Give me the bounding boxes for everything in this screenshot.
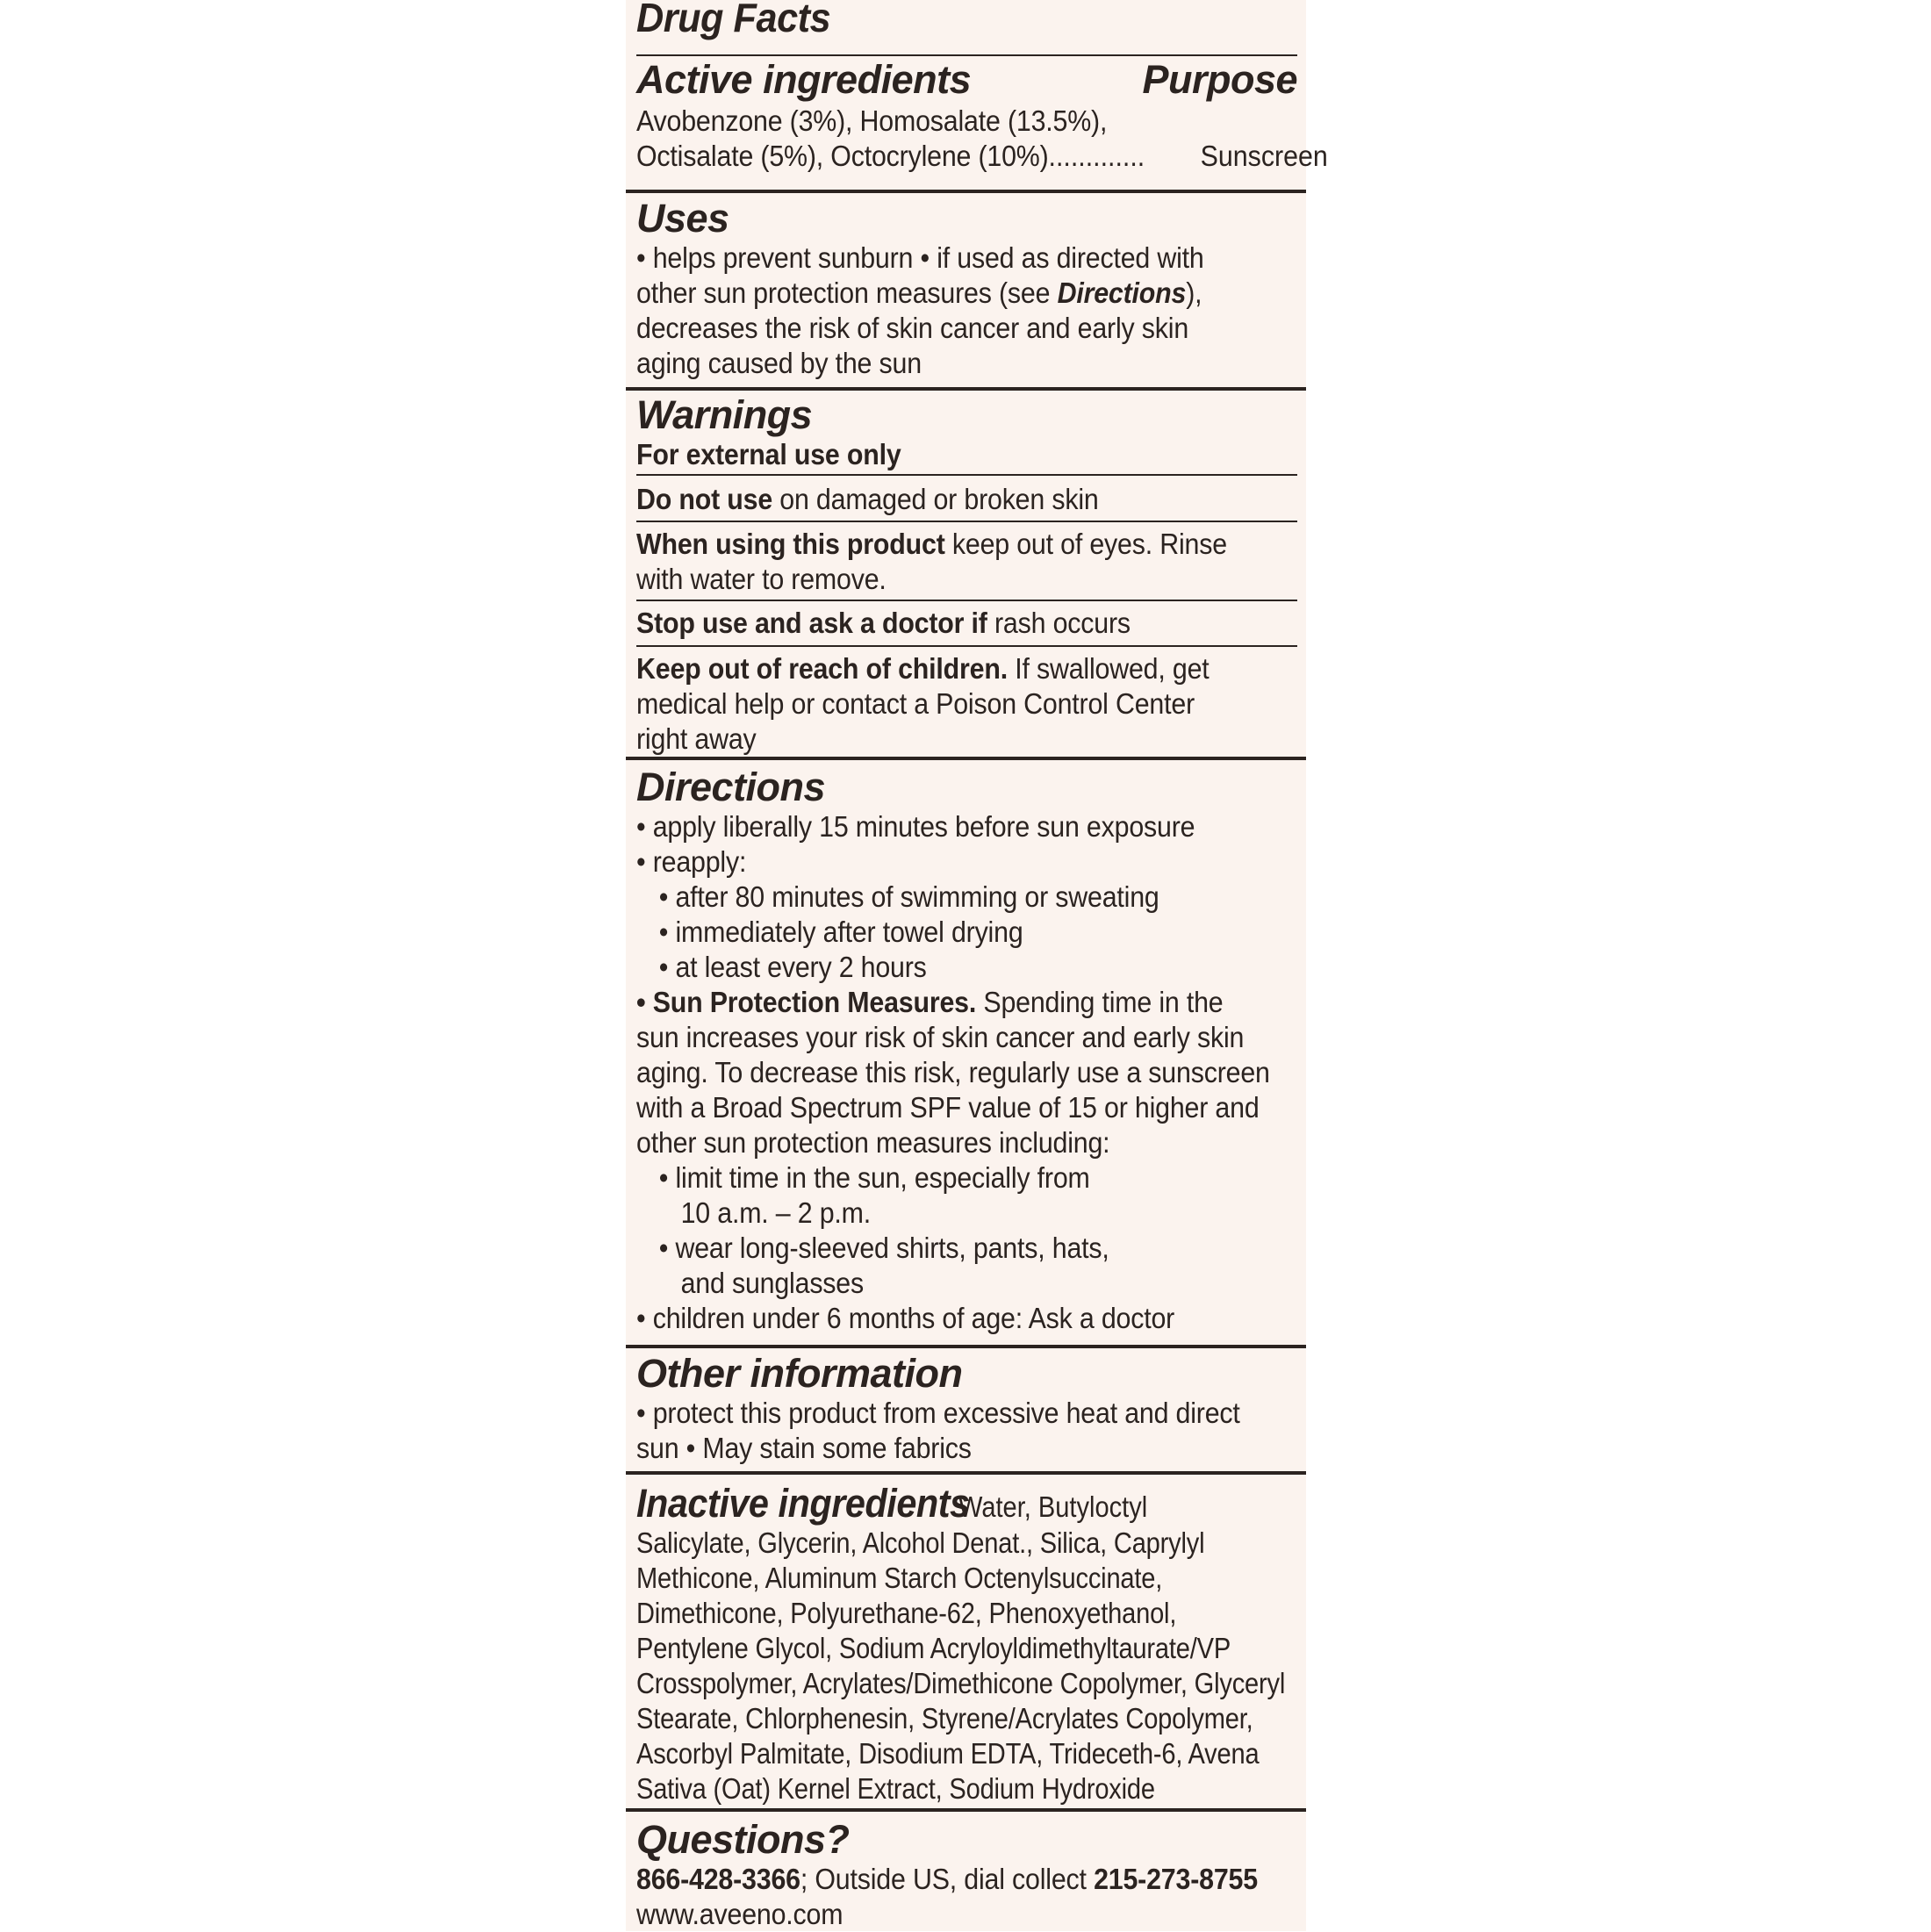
directions-subitem: • limit time in the sun, especially from <box>658 1161 1090 1194</box>
directions-subitem: • at least every 2 hours <box>658 951 927 983</box>
phone-number-collect: 215-273-8755 <box>1094 1863 1258 1895</box>
divider <box>636 474 1297 476</box>
warnings-section <box>636 393 1297 472</box>
other-information-section: Other information • protect this product from excessive heat and direct sun • May stain some fabrics <box>636 1352 1297 1466</box>
section-divider <box>626 1471 1306 1475</box>
website-url: www.aveeno.com <box>636 1898 843 1930</box>
sun-protection-measures: • Sun Protection Measures. Spending time in the <box>636 986 1224 1018</box>
phone-number: 866-428-3366 <box>636 1863 800 1895</box>
uses-line-2: other sun protection measures (see Directions), <box>636 277 1202 309</box>
keep-out-of-reach: Keep out of reach of children. If swallowed, get medical help or contact a Poison Control Center right away <box>636 652 1210 755</box>
active-ingredients-section <box>636 57 1328 174</box>
divider <box>636 54 1297 56</box>
section-divider <box>626 190 1306 193</box>
section-divider <box>626 387 1306 391</box>
directions-item: • apply liberally 15 minutes before sun exposure <box>636 810 1195 843</box>
uses-line-3: decreases the risk of skin cancer and early skin <box>636 312 1189 344</box>
inactive-ingredients-section: Inactive ingredientsWater, Butyloctyl Salicylate, Glycerin, Alcohol Denat., Silica, Caprylyl Methicone, Aluminum Starch Octenylsuccinate, Dimethicone, Polyurethane-62, Phenoxyethanol, Pentylene Glycol, Sodium Acryloyldimethyltaurate/VP Crosspolymer, Acrylates/Dimethicone Copolymer, Glyceryl Stearate, Chlorphenesin, Styrene/Acrylates Copolymer, Ascorbyl Palmitate, Disodium EDTA, Trideceth-6, Avena Sativa (Oat) Kernel Extract, Sodium Hydroxide <box>636 1481 1286 1805</box>
purpose-value: Sunscreen <box>1200 140 1328 172</box>
uses-heading: Uses <box>636 196 729 241</box>
active-line-1: Avobenzone (3%), Homosalate (13.5%), <box>636 104 1108 137</box>
directions-subitem: • wear long-sleeved shirts, pants, hats, <box>658 1232 1109 1264</box>
do-not-use: Do not use on damaged or broken skin <box>636 483 1099 515</box>
directions-item: • children under 6 months of age: Ask a doctor <box>636 1302 1175 1334</box>
directions-section: Directions • apply liberally 15 minutes before sun exposure • reapply: • after 80 minutes of swimming or sweating • immediately after towel drying • at least every 2 hours • Sun Protection Measures. Spending time in the sun increases your risk of skin cancer and early skin aging. To decrease this risk, regularly use a sunscreen with a Broad Spectrum SPF value of 15 or higher and other sun protection measures including: • limit time in the sun, especially from 10 a.m. – 2 p.m. • wear long-sleeved shirts, pants, hats, and sunglasses • children under 6 months of age: Ask a doctor <box>636 765 1297 1336</box>
external-use-text: For external use only <box>636 438 901 470</box>
uses-line-4: aging caused by the sun <box>636 347 922 379</box>
questions-section <box>636 1818 1297 1932</box>
active-line-2: Octisalate (5%), Octocrylene (10%) <box>636 140 1049 172</box>
title-text: Drug Facts <box>636 0 831 40</box>
purpose-heading: Purpose <box>1142 57 1297 102</box>
stop-use: Stop use and ask a doctor if rash occurs <box>636 607 1131 639</box>
section-divider <box>626 1345 1306 1348</box>
directions-heading: Directions <box>636 765 826 809</box>
warnings-heading: Warnings <box>636 392 813 437</box>
directions-ref: Directions <box>1057 277 1187 309</box>
divider <box>636 600 1297 601</box>
divider <box>636 645 1297 647</box>
drug-facts-title <box>636 0 1297 40</box>
divider <box>636 521 1297 522</box>
uses-section <box>636 197 1297 381</box>
active-ingredients-heading: Active ingredients <box>636 57 972 102</box>
directions-subitem: • immediately after towel drying <box>658 916 1023 948</box>
directions-subitem: • after 80 minutes of swimming or sweating <box>658 880 1159 913</box>
drug-facts-panel <box>626 0 1328 1931</box>
questions-heading: Questions? <box>636 1817 850 1862</box>
inactive-ingredients-heading: Inactive ingredients <box>636 1481 970 1526</box>
uses-line-1: • helps prevent sunburn • if used as directed with <box>636 241 1204 274</box>
other-information-heading: Other information <box>636 1351 963 1396</box>
section-divider <box>626 757 1306 760</box>
phone-line: 866-428-3366; Outside US, dial collect 215-273-8755 <box>636 1863 1258 1895</box>
leader-dots: ............. <box>1048 140 1145 172</box>
directions-item: • reapply: <box>636 845 747 878</box>
when-using: When using this product keep out of eyes. Rinse with water to remove. <box>636 528 1227 595</box>
section-divider <box>626 1808 1306 1812</box>
